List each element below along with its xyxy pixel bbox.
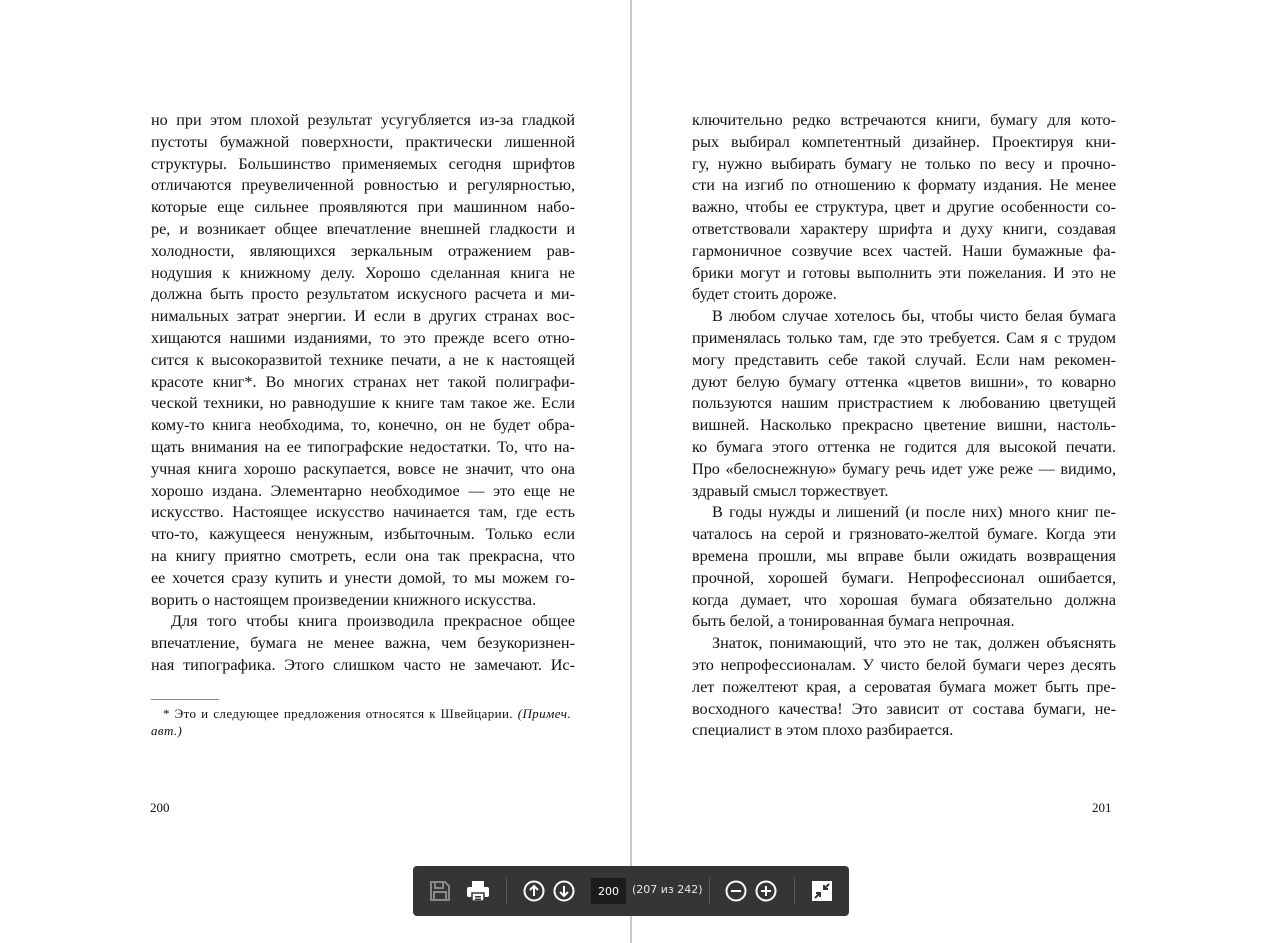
text-line: должна быть просто результатом искусного расчета и ми- [151,285,575,304]
text-line: В любом случае хотелось бы, чтобы чисто белая бумага [712,307,1116,326]
text-line: это непрофессионалам. У чисто белой бумаги через десять [692,655,1116,674]
minus-circle-icon [725,880,747,902]
toolbar-separator [506,878,507,904]
text-line: Про «белоснежную» бумагу речь идет уже реже — видимо, [692,459,1116,478]
text-line: хищаются нашими изданиями, то это прежде всего отно- [151,328,575,347]
page-count-label: (207 из 242) [632,883,703,896]
text-line: рых выбирал компетентный дизайнер. Проектируя кни- [692,132,1116,151]
fit-page-button[interactable] [807,876,837,906]
footnote-line-1 [151,705,571,722]
text-line: могу представить себе такой случай. Если нам рекомен- [692,350,1116,369]
text-line: красоте книг*. Во многих странах нет такой полиграфи- [151,372,575,391]
text-line: важно, чтобы ее структура, цвет и другие особенности со- [692,198,1116,217]
text-line: сится к высокоразвитой технике печати, а не к настоящей [151,350,575,369]
printer-icon [466,880,490,902]
text-line: впечатление, бумага не менее важна, чем безукоризнен- [151,634,575,653]
text-line: прочной, хорошей бумаги. Непрофессионал ошибается, [692,568,1116,587]
plus-circle-icon [755,880,777,902]
footnote-text: * Это и следующее предложения относятся к Швейцарии. [163,706,513,721]
text-line: но при этом плохой результат усугубляется из-за гладкой [151,111,575,129]
text-line: Для того чтобы книга производила прекрасное общее [171,612,575,631]
right-page-text [692,110,1116,742]
text-line: восходного качества! Это зависит от состава бумаги, не- [692,699,1116,718]
text-line: быть белой, а тонированная бумага непрочная. [692,612,1015,631]
zoom-out-button[interactable] [721,876,751,906]
text-line: что-то, кажущееся ненужным, избыточным. Только если [151,525,575,544]
text-line: времена прошли, мы вправе были ожидать возвращения [692,546,1116,565]
text-line: ре, и возникает общее впечатление внешней гладкости и [151,219,575,238]
text-line: брики могут и готовы выполнить эти пожелания. И это не [692,263,1116,282]
text-line: будет стоить дороже. [692,285,837,304]
left-page-text [151,110,575,677]
arrow-up-circle-icon [523,880,545,902]
text-line: применялась только там, где это требуется. Сам я с трудом [692,328,1116,347]
arrow-down-circle-icon [553,880,575,902]
text-line: здравый смысл торжествует. [692,481,889,500]
text-line: пустоты бумажной поверхности, практически лишенной [151,132,575,151]
text-line: отличаются преувеличенной ровностью и регулярностью, [151,176,575,195]
text-line: гармоничное созвучие всех частей. Наши бумажные фа- [692,241,1116,260]
next-page-button[interactable] [549,876,579,906]
text-line: дуют белую бумагу оттенка «цветов вишни», то коварно [692,372,1116,391]
page-number-right: 201 [1092,800,1112,815]
text-line: пользуются нашим пристрастием к любованию цветущей [692,394,1116,413]
text-line: ее хочется сразу купить и унести домой, то мы можем го- [151,568,575,587]
page-number-input[interactable] [591,878,626,904]
page-spread-divider [630,0,632,943]
text-line: чаталось на серой и грязновато-желтой бумаге. Когда эти [692,525,1116,544]
text-line: вишней. Насколько прекрасно цветение вишни, настоль- [692,416,1116,435]
exit-fullscreen-icon [811,880,833,902]
text-line: В годы нужды и лишений (и после них) много книг пе- [712,503,1116,522]
text-line: кому-то книга необходима, то, конечно, он не будет обра- [151,416,575,435]
text-line: ческой техники, но равнодушие к книге там такое же. Если [151,394,575,413]
text-line: специалист в этом плохо разбирается. [692,721,954,740]
floppy-disk-icon [429,880,451,902]
footnote-line-2: авт.) [151,723,183,738]
zoom-in-button[interactable] [751,876,781,906]
text-line: ключительно редко встречаются книги, бумагу для кото- [692,111,1116,129]
footnote-note: (Примеч. [517,706,571,721]
text-line: сти на изгиб по отношению к формату издания. Не менее [692,176,1116,195]
text-line: на книгу приятно смотреть, если она так прекрасна, что [151,546,575,565]
text-line: нимальных затрат энергии. И если в других странах вос- [151,307,575,326]
print-button[interactable] [463,876,493,906]
text-line: ная типографика. Этого слишком часто не замечают. Ис- [151,655,575,674]
text-line: нодушия к книжному делу. Хорошо сделанная книга не [151,263,575,282]
toolbar-separator [794,878,795,904]
text-line: щать внимания на ее типографские недостатки. То, что на- [151,437,575,456]
text-line: структуры. Большинство применяемых сегодня шрифтов [151,154,575,173]
toolbar-separator [709,878,710,904]
text-line: ответствовали характеру шрифта и духу книги, создавая [692,219,1116,238]
viewer-toolbar [413,866,849,916]
page-number-left: 200 [150,800,170,815]
footnote-rule [151,699,219,700]
previous-page-button[interactable] [519,876,549,906]
save-button[interactable] [425,876,455,906]
text-line: ко бумага этого оттенка не годится для высокой печати. [692,437,1116,456]
text-line: лет пожелтеют края, а сероватая бумага может быть пре- [692,677,1116,696]
text-line: Знаток, понимающий, что это не так, должен объяснять [712,634,1116,653]
footnote [151,705,571,739]
text-line: ворить о настоящем произведении книжного искусства. [151,590,537,609]
text-line: когда думает, что хорошая бумага обязательно должна [692,590,1116,609]
text-line: хорошо издана. Элементарно необходимое — это еще не [151,481,575,500]
text-line: холодности, являющихся зеркальным отражением рав- [151,241,575,260]
text-line: учная книга хорошо раскупается, вовсе не значит, что она [151,459,575,478]
text-line: которые еще сильнее проявляются при машинном набо- [151,198,575,217]
text-line: гу, нужно выбирать бумагу не только по весу и прочно- [692,154,1116,173]
text-line: искусство. Настоящее искусство начинается там, где есть [151,503,575,522]
